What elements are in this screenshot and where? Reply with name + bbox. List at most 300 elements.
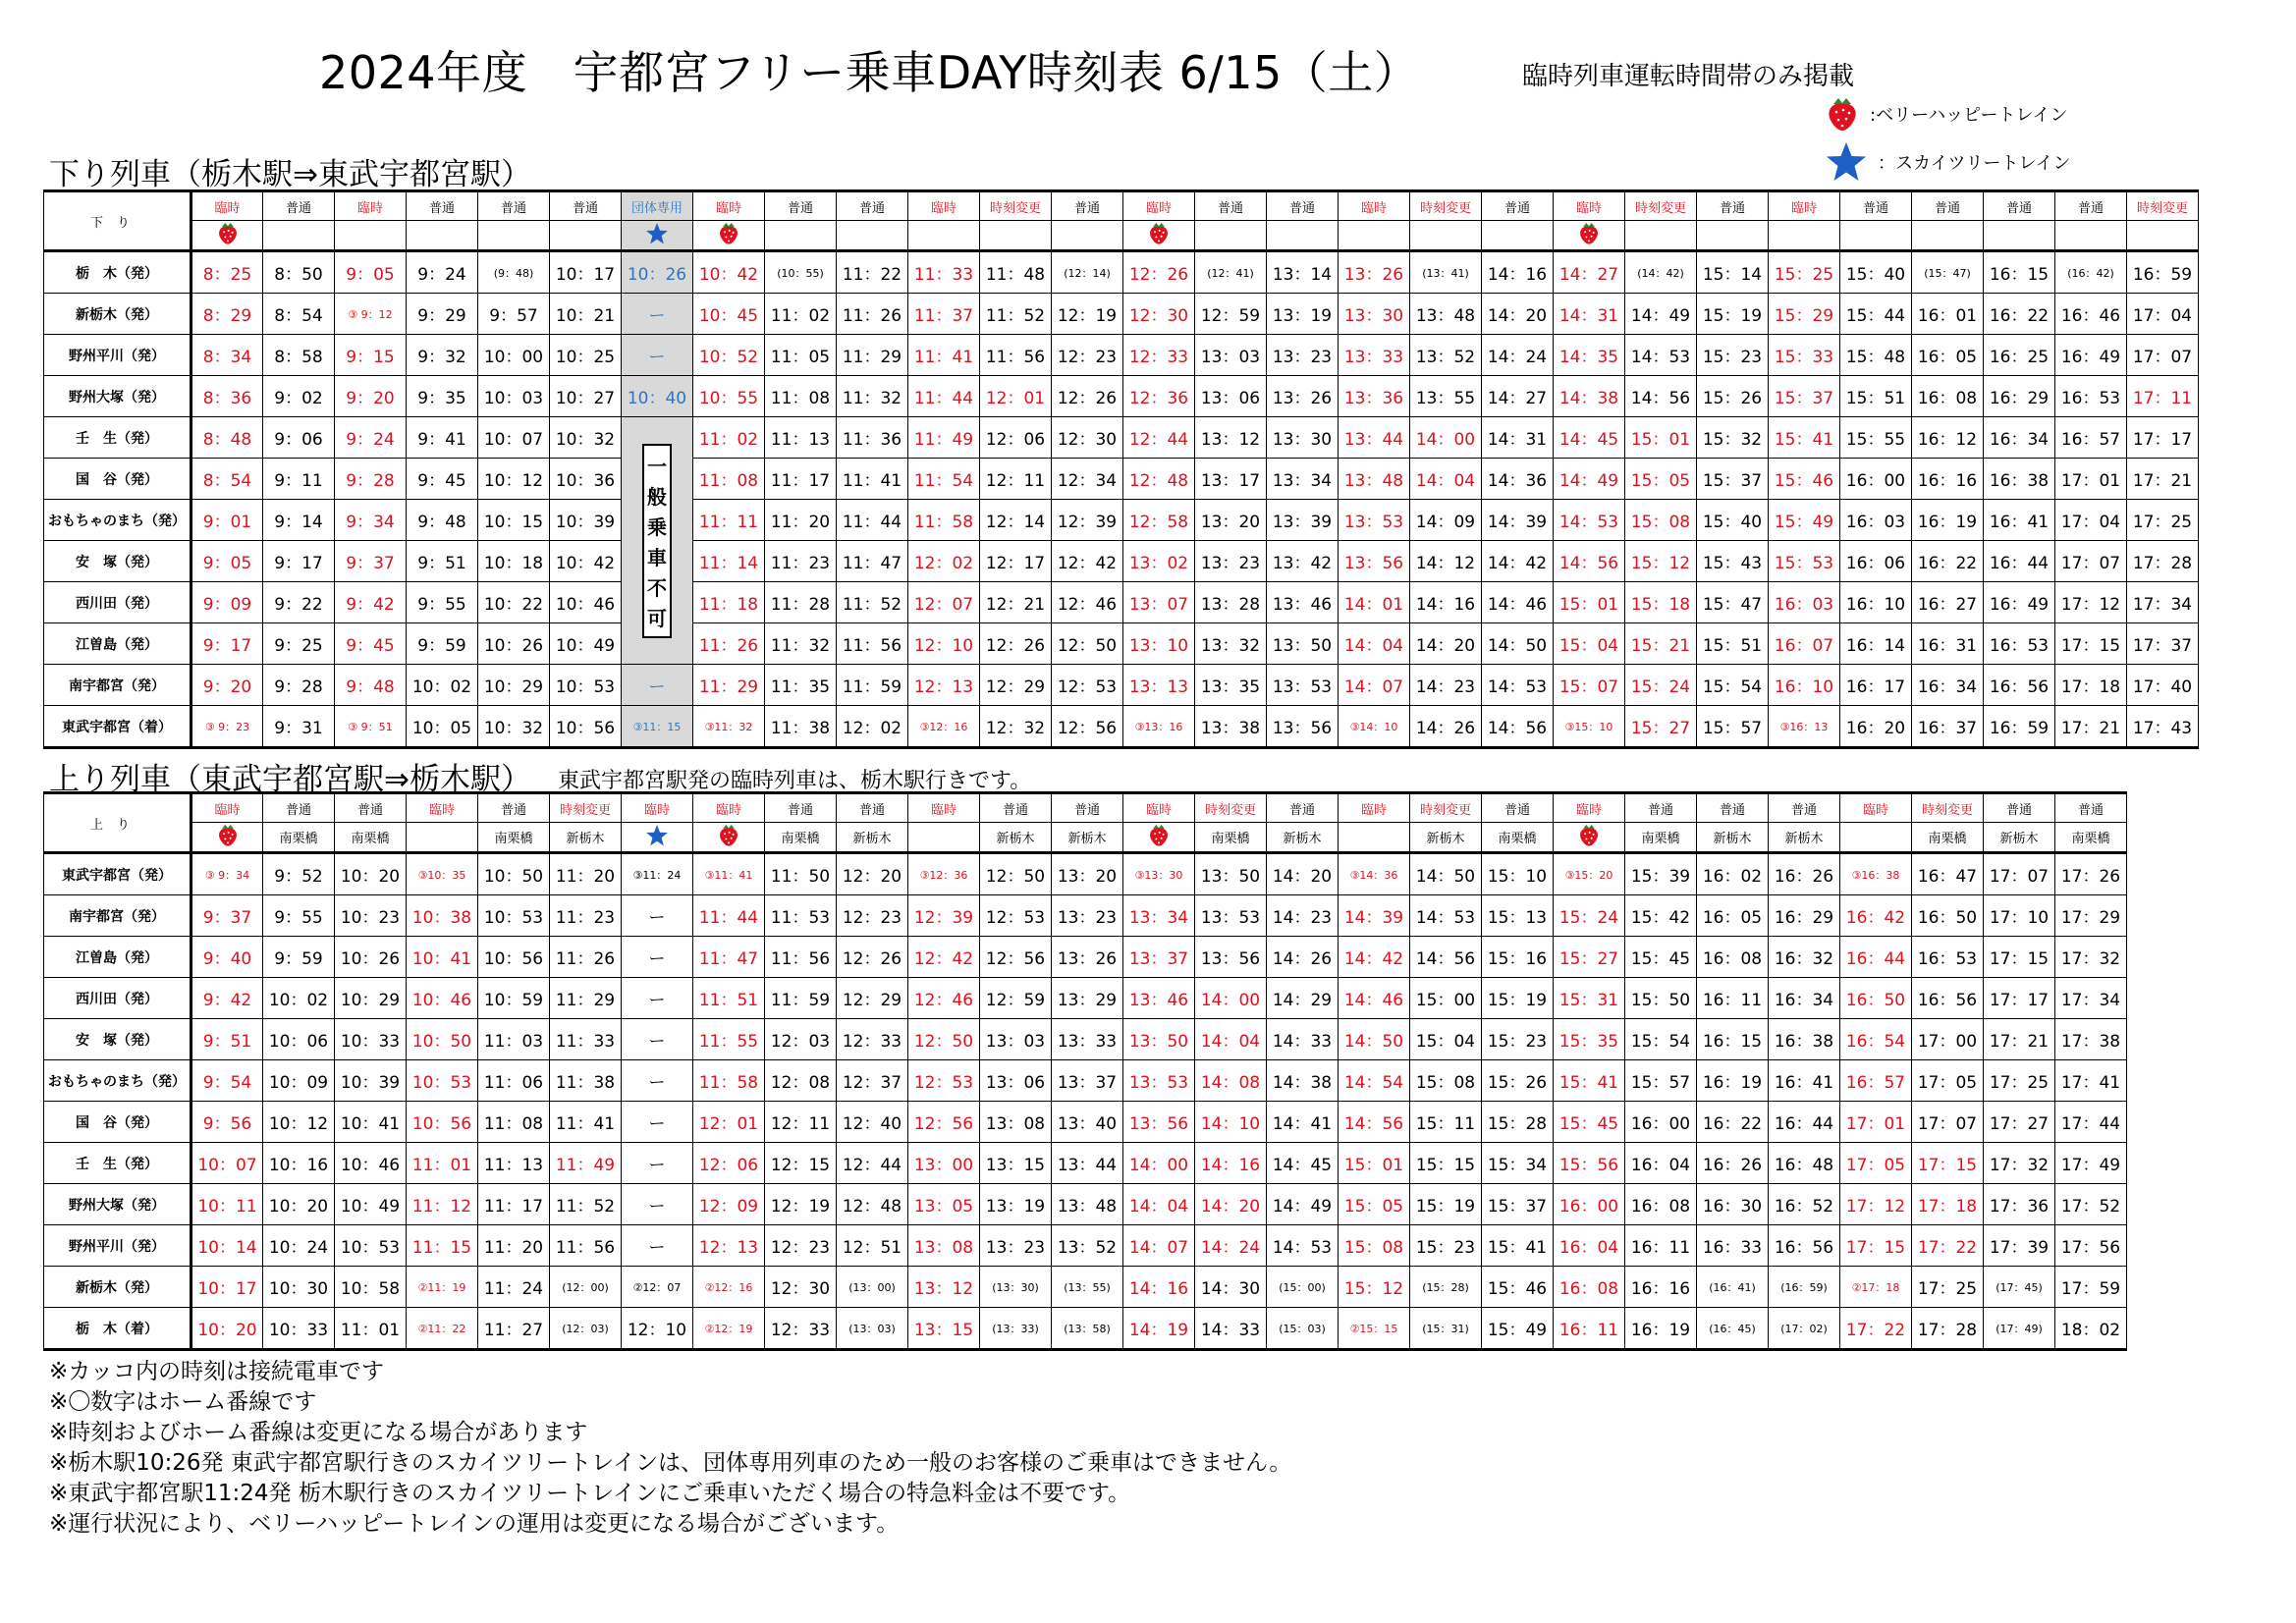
- time-cell: ③12：16: [908, 706, 980, 748]
- time-cell: 11：05: [765, 335, 837, 376]
- time-cell: 12：34: [1052, 459, 1123, 500]
- time-cell: ③ 9：34: [191, 853, 263, 895]
- time-cell: 18：02: [2055, 1308, 2127, 1350]
- time-cell: 10：59: [478, 978, 550, 1019]
- station-name: おもちゃのまち（発）: [44, 500, 191, 541]
- time-cell: (17：49): [1984, 1308, 2055, 1350]
- time-cell: 13：52: [1052, 1225, 1123, 1267]
- time-cell: ③11：24: [622, 853, 693, 895]
- time-cell: 10：50: [478, 853, 550, 895]
- time-cell: 17：25: [1912, 1267, 1984, 1308]
- time-cell: 16：53: [2055, 376, 2127, 417]
- table-row: [44, 582, 2199, 623]
- time-cell: ②11：22: [407, 1308, 478, 1350]
- train-type-header: 普通: [1482, 191, 1554, 221]
- table-row: [44, 1225, 2127, 1267]
- time-cell: 16：34: [1984, 417, 2055, 459]
- time-cell: 17：56: [2055, 1225, 2127, 1267]
- time-cell: ③15：20: [1554, 853, 1625, 895]
- page-subtitle: 臨時列車運転時間帯のみ掲載: [1522, 62, 1855, 91]
- train-sub-header: [1769, 823, 1840, 853]
- time-cell: 14：01: [1339, 582, 1410, 623]
- table-row: [44, 500, 2199, 541]
- time-cell: 11：11: [693, 500, 765, 541]
- destination-label: 新栃木: [1283, 832, 1322, 846]
- train-type-header: 時刻変更: [2127, 191, 2199, 221]
- time-cell: 14：53: [1482, 665, 1554, 706]
- time-cell: 16：57: [2055, 417, 2127, 459]
- time-cell: 10：56: [550, 706, 622, 748]
- time-cell: (13：00): [837, 1267, 908, 1308]
- time-cell: 15：45: [1554, 1102, 1625, 1143]
- time-cell: 11：32: [837, 376, 908, 417]
- time-cell: 9：59: [263, 937, 335, 978]
- time-cell: (13：03): [837, 1308, 908, 1350]
- time-cell: 13：15: [908, 1308, 980, 1350]
- time-cell: 15：12: [1339, 1267, 1410, 1308]
- time-cell: 12：30: [1052, 417, 1123, 459]
- time-cell: 15：44: [1840, 294, 1912, 335]
- station-name: 国 谷（発）: [44, 1102, 191, 1143]
- time-cell: ③ 9：51: [335, 706, 407, 748]
- time-cell: 16：38: [1769, 1019, 1840, 1060]
- time-cell: 11：47: [837, 541, 908, 582]
- time-cell: 16：11: [1625, 1225, 1697, 1267]
- time-cell: 13：08: [980, 1102, 1052, 1143]
- train-sub-header: [407, 221, 478, 251]
- time-cell: 12：53: [1052, 665, 1123, 706]
- time-cell: 11：13: [478, 1143, 550, 1184]
- time-cell: ー: [622, 895, 693, 937]
- time-cell: 9：25: [263, 623, 335, 665]
- time-cell: 17：00: [1912, 1019, 1984, 1060]
- time-cell: 12：39: [1052, 500, 1123, 541]
- time-cell: (16：41): [1697, 1267, 1769, 1308]
- train-type-header: 臨時: [1339, 191, 1410, 221]
- time-cell: 11：41: [837, 459, 908, 500]
- train-type-header: 時刻変更: [550, 793, 622, 823]
- time-cell: ー: [622, 937, 693, 978]
- time-cell: 13：13: [1123, 665, 1195, 706]
- time-cell: 15：51: [1840, 376, 1912, 417]
- time-cell: 9：57: [478, 294, 550, 335]
- time-cell: 12：11: [980, 459, 1052, 500]
- time-cell: 14：56: [1410, 937, 1482, 978]
- time-cell: 11：52: [837, 582, 908, 623]
- time-cell: 12：46: [908, 978, 980, 1019]
- time-cell: 14：20: [1267, 853, 1339, 895]
- time-cell: 16：16: [1912, 459, 1984, 500]
- not-boarding-notice: [642, 444, 672, 638]
- time-cell: 14：04: [1339, 623, 1410, 665]
- time-cell: 10：49: [550, 623, 622, 665]
- time-cell: 9：55: [263, 895, 335, 937]
- time-cell: 14：38: [1267, 1060, 1339, 1102]
- time-cell: 11：33: [550, 1019, 622, 1060]
- time-cell: 12：37: [837, 1060, 908, 1102]
- time-cell: 15：08: [1410, 1060, 1482, 1102]
- time-cell: 13：03: [1195, 335, 1267, 376]
- time-cell: 8：25: [191, 251, 263, 294]
- time-cell: (10：55): [765, 251, 837, 294]
- time-cell: 10：50: [407, 1019, 478, 1060]
- time-cell: 10：53: [407, 1060, 478, 1102]
- time-cell: 13：19: [1267, 294, 1339, 335]
- time-cell: 16：04: [1625, 1143, 1697, 1184]
- station-name: 国 谷（発）: [44, 459, 191, 500]
- time-cell: 12：53: [908, 1060, 980, 1102]
- table-row: [44, 294, 2199, 335]
- time-cell: 10：07: [478, 417, 550, 459]
- time-cell: 17：15: [2055, 623, 2127, 665]
- time-cell: 16：11: [1554, 1308, 1625, 1350]
- time-cell: 9：01: [191, 500, 263, 541]
- table-row: [44, 335, 2199, 376]
- train-sub-header: [1697, 823, 1769, 853]
- destination-label: 南栗橋: [1498, 832, 1537, 846]
- time-cell: 15：07: [1554, 665, 1625, 706]
- time-cell: 12：44: [1123, 417, 1195, 459]
- time-cell: 13：50: [1267, 623, 1339, 665]
- time-cell: 15：49: [1482, 1308, 1554, 1350]
- time-cell: 15：01: [1339, 1143, 1410, 1184]
- time-cell: 11：41: [550, 1102, 622, 1143]
- time-cell: 10：18: [478, 541, 550, 582]
- time-cell: 12：30: [765, 1267, 837, 1308]
- time-cell: 12：11: [765, 1102, 837, 1143]
- train-type-header: 普通: [837, 191, 908, 221]
- time-cell: 8：48: [191, 417, 263, 459]
- time-cell: ③ 9：12: [335, 294, 407, 335]
- time-cell: 12：26: [1123, 251, 1195, 294]
- time-cell: 12：48: [1123, 459, 1195, 500]
- time-cell: 15：47: [1697, 582, 1769, 623]
- time-cell: 10：41: [407, 937, 478, 978]
- time-cell: 15：12: [1625, 541, 1697, 582]
- time-cell: 14：56: [1625, 376, 1697, 417]
- time-cell: 13：20: [1195, 500, 1267, 541]
- train-sub-header: [1625, 221, 1697, 251]
- strawberry-icon: [1147, 823, 1171, 847]
- time-cell: 10：36: [550, 459, 622, 500]
- time-cell: 16：08: [1912, 376, 1984, 417]
- time-cell: 14：56: [1339, 1102, 1410, 1143]
- time-cell: 16：01: [1912, 294, 1984, 335]
- time-cell: 12：33: [1123, 335, 1195, 376]
- time-cell: 15：08: [1625, 500, 1697, 541]
- station-name: 江曽島（発）: [44, 937, 191, 978]
- time-cell: 13：29: [1052, 978, 1123, 1019]
- legend-skytree: [1825, 140, 2071, 184]
- time-cell: 11：44: [837, 500, 908, 541]
- time-cell: 8：54: [263, 294, 335, 335]
- train-type-header: 団体専用: [622, 191, 693, 221]
- time-cell: 13：39: [1267, 500, 1339, 541]
- time-cell: 9：22: [263, 582, 335, 623]
- time-cell: 11：29: [693, 665, 765, 706]
- time-cell: 9：14: [263, 500, 335, 541]
- time-cell: 10：40: [622, 376, 693, 417]
- time-cell: ー: [622, 1143, 693, 1184]
- time-cell: ー: [622, 665, 693, 706]
- time-cell: 9：05: [335, 251, 407, 294]
- time-cell: 13：08: [908, 1225, 980, 1267]
- time-cell: 12：13: [908, 665, 980, 706]
- time-cell: ③13：16: [1123, 706, 1195, 748]
- time-cell: 9：29: [407, 294, 478, 335]
- time-cell: 12：23: [765, 1225, 837, 1267]
- time-cell: 11：23: [550, 895, 622, 937]
- train-sub-header: [1123, 823, 1195, 853]
- train-type-header: 時刻変更: [980, 191, 1052, 221]
- train-sub-header: [1052, 823, 1123, 853]
- time-cell: 16：44: [1984, 541, 2055, 582]
- time-cell: 13：44: [1052, 1143, 1123, 1184]
- train-type-header: 普通: [550, 191, 622, 221]
- time-cell: 14：46: [1482, 582, 1554, 623]
- time-cell: 13：56: [1123, 1102, 1195, 1143]
- time-cell: 11：28: [765, 582, 837, 623]
- train-type-header: 臨時: [908, 793, 980, 823]
- time-cell: 16：48: [1769, 1143, 1840, 1184]
- train-sub-header: [263, 823, 335, 853]
- time-cell: 15：23: [1482, 1019, 1554, 1060]
- destination-label: 新栃木: [1713, 832, 1752, 846]
- train-sub-header: [478, 823, 550, 853]
- time-cell: 14：16: [1195, 1143, 1267, 1184]
- time-cell: 16：19: [1912, 500, 1984, 541]
- time-cell: 16：29: [1769, 895, 1840, 937]
- time-cell: 16：11: [1697, 978, 1769, 1019]
- time-cell: 13：46: [1267, 582, 1339, 623]
- time-cell: 14：30: [1195, 1267, 1267, 1308]
- time-cell: 15：16: [1482, 937, 1554, 978]
- time-cell: 14：27: [1554, 251, 1625, 294]
- time-cell: 15：18: [1625, 582, 1697, 623]
- time-cell: 13：56: [1339, 541, 1410, 582]
- notice-char: 不: [647, 575, 667, 600]
- time-cell: 16：10: [1769, 665, 1840, 706]
- time-cell: 13：17: [1195, 459, 1267, 500]
- time-cell: (15：28): [1410, 1267, 1482, 1308]
- time-cell: 10：12: [478, 459, 550, 500]
- down-timetable: [43, 189, 2199, 749]
- strawberry-icon: [717, 823, 740, 847]
- train-type-header: 臨時: [622, 793, 693, 823]
- time-cell: 8：58: [263, 335, 335, 376]
- time-cell: 10：20: [335, 853, 407, 895]
- star-icon: [645, 222, 669, 245]
- time-cell: 17：07: [2055, 541, 2127, 582]
- time-cell: 17：15: [1912, 1143, 1984, 1184]
- time-cell: 16：20: [1840, 706, 1912, 748]
- train-type-header: 臨時: [1339, 793, 1410, 823]
- time-cell: 14：09: [1410, 500, 1482, 541]
- time-cell: 17：07: [2127, 335, 2199, 376]
- time-cell: 13：50: [1123, 1019, 1195, 1060]
- time-cell: 14：29: [1267, 978, 1339, 1019]
- time-cell: 10：39: [550, 500, 622, 541]
- train-sub-header: [765, 221, 837, 251]
- train-type-header: 臨時: [1123, 191, 1195, 221]
- time-cell: 12：33: [765, 1308, 837, 1350]
- time-cell: 10：09: [263, 1060, 335, 1102]
- train-type-header: 普通: [478, 793, 550, 823]
- time-cell: 11：26: [550, 937, 622, 978]
- station-name: 安 塚（発）: [44, 541, 191, 582]
- time-cell: 16：41: [1984, 500, 2055, 541]
- time-cell: 16：25: [1984, 335, 2055, 376]
- time-cell: 10：32: [478, 706, 550, 748]
- time-cell: 9：56: [191, 1102, 263, 1143]
- time-cell: 13：33: [1339, 335, 1410, 376]
- train-sub-header: [1840, 823, 1912, 853]
- time-cell: 12：42: [908, 937, 980, 978]
- notice-char: 可: [647, 606, 667, 630]
- time-cell: 13：48: [1410, 294, 1482, 335]
- time-cell: 14：35: [1554, 335, 1625, 376]
- time-cell: (12：41): [1195, 251, 1267, 294]
- time-cell: 11：44: [693, 895, 765, 937]
- train-sub-header: [693, 823, 765, 853]
- table-row: [44, 623, 2199, 665]
- time-cell: 17：11: [2127, 376, 2199, 417]
- time-cell: 13：40: [1052, 1102, 1123, 1143]
- time-cell: 13：56: [1267, 706, 1339, 748]
- time-cell: 9：20: [335, 376, 407, 417]
- time-cell: 15：08: [1339, 1225, 1410, 1267]
- time-cell: (15：31): [1410, 1308, 1482, 1350]
- destination-label: 新栃木: [1426, 832, 1465, 846]
- station-name: 野州平川（発）: [44, 335, 191, 376]
- time-cell: 12：36: [1123, 376, 1195, 417]
- time-cell: (12：00): [550, 1267, 622, 1308]
- time-cell: 17：10: [1984, 895, 2055, 937]
- time-cell: 14：45: [1554, 417, 1625, 459]
- station-name: 新栃木（発）: [44, 294, 191, 335]
- time-cell: 15：04: [1554, 623, 1625, 665]
- time-cell: 16：49: [1984, 582, 2055, 623]
- train-sub-header: [2055, 823, 2127, 853]
- time-cell: 9：32: [407, 335, 478, 376]
- time-cell: (13：30): [980, 1267, 1052, 1308]
- time-cell: 14：00: [1123, 1143, 1195, 1184]
- time-cell: 15：19: [1697, 294, 1769, 335]
- station-name: 野州大塚（発）: [44, 376, 191, 417]
- table-row: [44, 1019, 2127, 1060]
- time-cell: 11：59: [837, 665, 908, 706]
- train-type-header: 普通: [478, 191, 550, 221]
- time-cell: 9：11: [263, 459, 335, 500]
- time-cell: ②17：18: [1840, 1267, 1912, 1308]
- train-sub-header: [622, 221, 693, 251]
- train-type-header: 普通: [765, 191, 837, 221]
- time-cell: 9：55: [407, 582, 478, 623]
- train-sub-header: [837, 823, 908, 853]
- time-cell: 15：51: [1697, 623, 1769, 665]
- train-sub-header: [1052, 221, 1123, 251]
- footnote: ※時刻およびホーム番線は変更になる場合があります: [49, 1420, 588, 1445]
- time-cell: 16：44: [1769, 1102, 1840, 1143]
- destination-label: 南栗橋: [1211, 832, 1250, 846]
- time-cell: 15：05: [1339, 1184, 1410, 1225]
- time-cell: 12：30: [1123, 294, 1195, 335]
- time-cell: 15：24: [1625, 665, 1697, 706]
- time-cell: 16：00: [1840, 459, 1912, 500]
- time-cell: 15：19: [1410, 1184, 1482, 1225]
- table-row: [44, 376, 2199, 417]
- time-cell: 16：07: [1769, 623, 1840, 665]
- footnote: ※東武宇都宮駅11:24発 栃木駅行きのスカイツリートレインにご乗車いただく場合の特急料金は不要です。: [49, 1481, 1131, 1506]
- time-cell: 9：48: [335, 665, 407, 706]
- time-cell: 15：55: [1840, 417, 1912, 459]
- time-cell: 8：50: [263, 251, 335, 294]
- footnote: ※栃木駅10:26発 東武宇都宮駅行きのスカイツリートレインは、団体専用列車のため一般のお客様のご乗車はできません。: [49, 1450, 1292, 1476]
- table-row: [44, 706, 2199, 748]
- time-cell: 13：23: [1052, 895, 1123, 937]
- time-cell: 17：32: [1984, 1143, 2055, 1184]
- time-cell: 10：26: [478, 623, 550, 665]
- train-type-header: 普通: [335, 793, 407, 823]
- time-cell: ②12：19: [693, 1308, 765, 1350]
- station-name: 壬 生（発）: [44, 417, 191, 459]
- time-cell: 11：20: [550, 853, 622, 895]
- time-cell: 12：53: [980, 895, 1052, 937]
- time-cell: 14：23: [1410, 665, 1482, 706]
- time-cell: 15：57: [1625, 1060, 1697, 1102]
- time-cell: ②12：07: [622, 1267, 693, 1308]
- table-row: [44, 417, 2199, 459]
- time-cell: 17：12: [2055, 582, 2127, 623]
- time-cell: 15：23: [1410, 1225, 1482, 1267]
- time-cell: ③13：30: [1123, 853, 1195, 895]
- time-cell: 11：08: [765, 376, 837, 417]
- time-cell: 11：20: [478, 1225, 550, 1267]
- train-type-header: 時刻変更: [1625, 191, 1697, 221]
- train-sub-header: [478, 221, 550, 251]
- time-cell: 11：32: [765, 623, 837, 665]
- time-cell: (16：45): [1697, 1308, 1769, 1350]
- time-cell: 14：08: [1195, 1060, 1267, 1102]
- time-cell: 10：22: [478, 582, 550, 623]
- time-cell: 14：50: [1482, 623, 1554, 665]
- train-sub-header: [1840, 221, 1912, 251]
- time-cell: 14：41: [1267, 1102, 1339, 1143]
- time-cell: 10：58: [335, 1267, 407, 1308]
- time-cell: 17：21: [2055, 706, 2127, 748]
- time-cell: 17：04: [2055, 500, 2127, 541]
- time-cell: 11：02: [693, 417, 765, 459]
- time-cell: 12：19: [1052, 294, 1123, 335]
- destination-label: 南栗橋: [2071, 832, 2110, 846]
- time-cell: 14：20: [1482, 294, 1554, 335]
- train-type-header: 時刻変更: [1195, 793, 1267, 823]
- time-cell: 13：00: [908, 1143, 980, 1184]
- time-cell: 14：54: [1339, 1060, 1410, 1102]
- train-type-header: 臨時: [1554, 191, 1625, 221]
- time-cell: 17：12: [1840, 1184, 1912, 1225]
- time-cell: 15：37: [1697, 459, 1769, 500]
- train-sub-header: [550, 823, 622, 853]
- time-cell: 10：46: [407, 978, 478, 1019]
- time-cell: ③14：10: [1339, 706, 1410, 748]
- time-cell: 15：25: [1769, 251, 1840, 294]
- table-row: [44, 1060, 2127, 1102]
- time-cell: 11：49: [908, 417, 980, 459]
- time-cell: 11：38: [765, 706, 837, 748]
- time-cell: 13：42: [1267, 541, 1339, 582]
- time-cell: 13：19: [980, 1184, 1052, 1225]
